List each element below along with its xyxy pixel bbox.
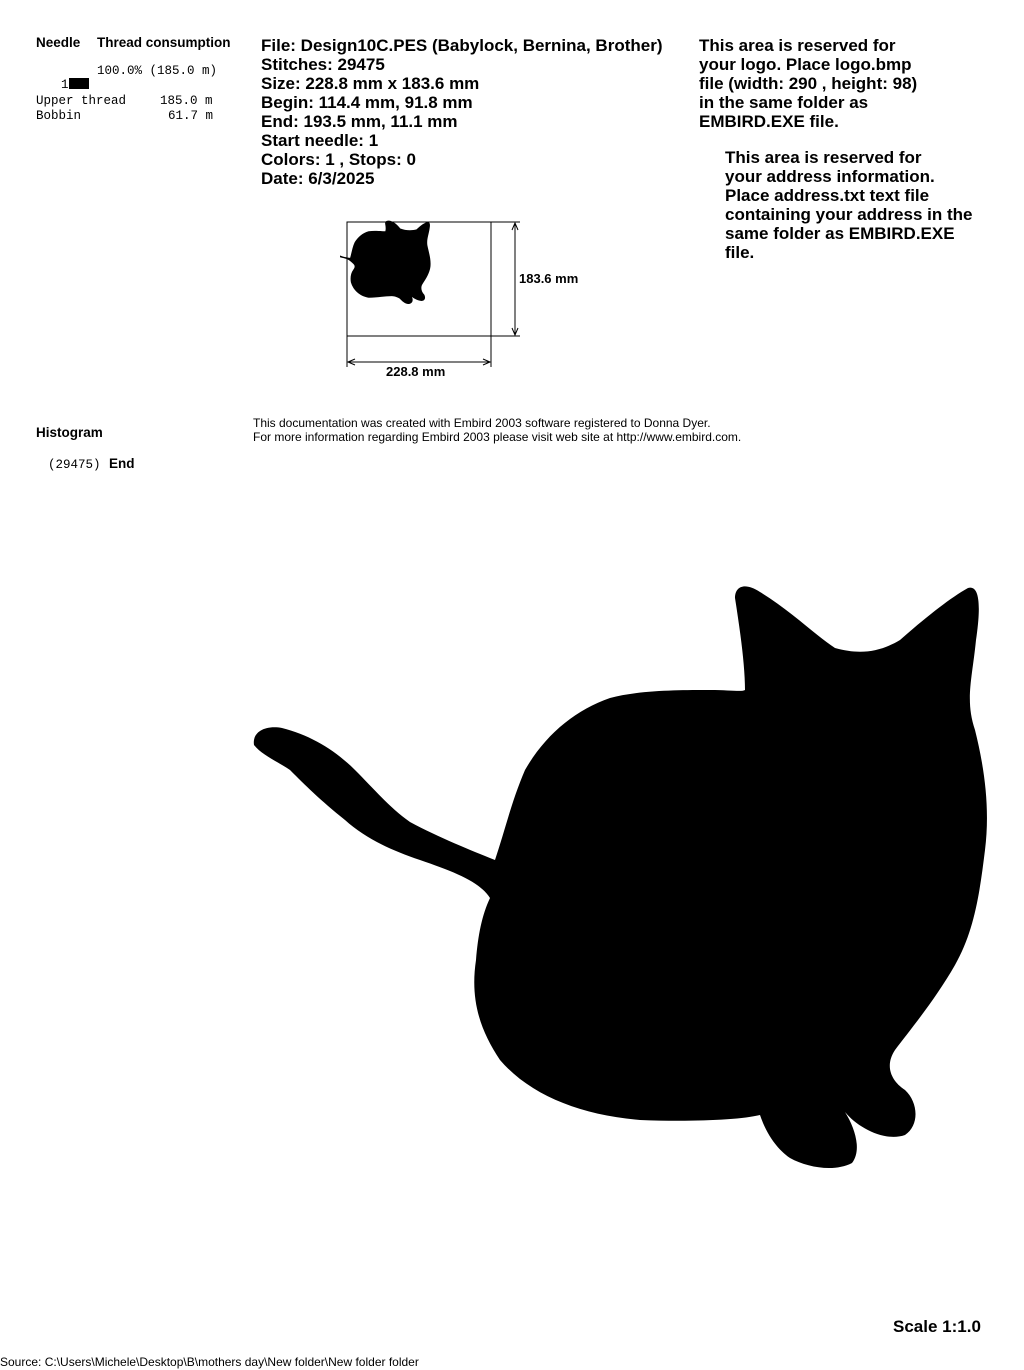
colors-stops: Colors: 1 , Stops: 0	[261, 150, 416, 169]
logo-text-line: This area is reserved for	[699, 36, 896, 55]
width-label: 228.8 mm	[386, 364, 446, 379]
logo-text-line: in the same folder as	[699, 93, 869, 112]
begin-point: Begin: 114.4 mm, 91.8 mm	[261, 93, 473, 112]
file-name: File: Design10C.PES (Babylock, Bernina, Brother)	[261, 36, 663, 55]
design-date: Date: 6/3/2025	[261, 169, 375, 188]
logo-text-line: file (width: 290 , height: 98)	[699, 74, 918, 93]
address-text-line: containing your address in the	[725, 205, 973, 224]
histogram-count: (29475)	[48, 458, 101, 472]
start-needle: Start needle: 1	[261, 131, 379, 150]
thread-consumption-header: Thread consumption	[97, 35, 231, 50]
logo-text-line: EMBIRD.EXE file.	[699, 112, 839, 131]
logo-text-line: your logo. Place logo.bmp	[699, 55, 912, 74]
address-text-line: your address information.	[725, 167, 935, 186]
documentation-line: For more information regarding Embird 2003 please visit web site at http://www.embird.com.	[253, 430, 742, 444]
bobbin-value: 61.7 m	[168, 109, 214, 123]
source-path: Source: C:\Users\Michele\Desktop\B\mothers day\New folder\New folder folder	[0, 1355, 419, 1369]
documentation-line: This documentation was created with Embird 2003 software registered to Donna Dyer.	[253, 416, 711, 430]
histogram-label: End	[108, 456, 135, 471]
upper-thread-value: 185.0 m	[160, 94, 213, 108]
needle-header: Needle	[36, 35, 81, 50]
stitch-count: Stitches: 29475	[261, 55, 385, 74]
thread-consumption-value: 100.0% (185.0 m)	[97, 64, 218, 78]
histogram-title: Histogram	[36, 425, 103, 440]
cat-silhouette-icon	[254, 586, 987, 1168]
end-point: End: 193.5 mm, 11.1 mm	[261, 112, 458, 131]
bobbin-label: Bobbin	[36, 109, 82, 123]
design-size: Size: 228.8 mm x 183.6 mm	[261, 74, 480, 93]
address-text-line: This area is reserved for	[725, 148, 922, 167]
address-text-line: file.	[725, 243, 755, 262]
address-text-line: Place address.txt text file	[725, 186, 930, 205]
upper-thread-label: Upper thread	[36, 94, 127, 108]
needle-number: 1	[61, 78, 69, 92]
scale-label: Scale 1:1.0	[893, 1317, 981, 1336]
height-label: 183.6 mm	[519, 271, 579, 286]
address-text-line: same folder as EMBIRD.EXE	[725, 224, 955, 243]
